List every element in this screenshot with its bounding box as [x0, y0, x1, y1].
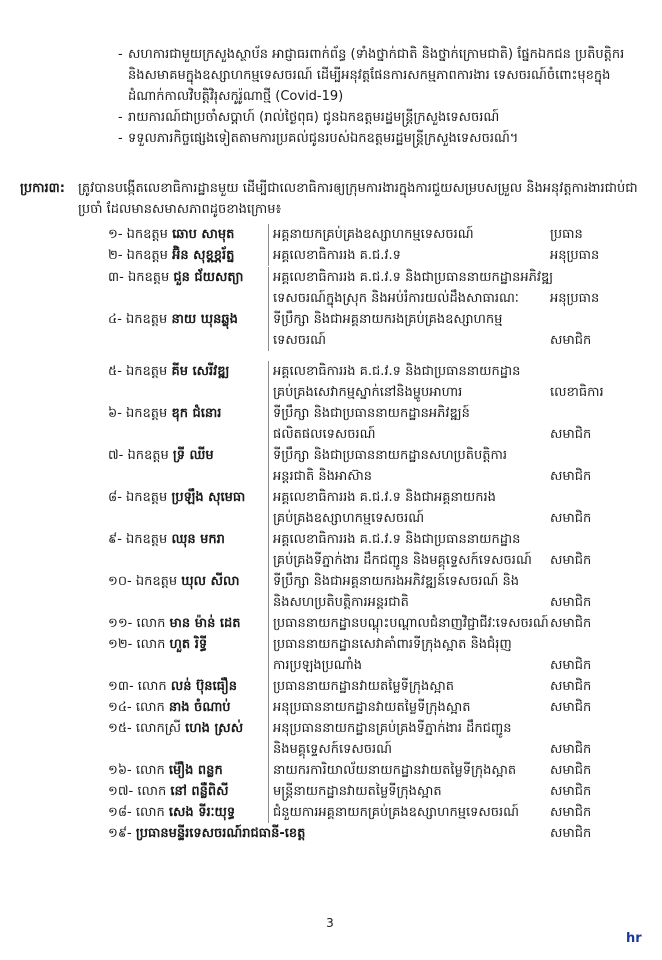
- member-number: ២-: [108, 248, 123, 263]
- member-name: [108, 718, 268, 739]
- member-title: ឯកឧត្តម: [126, 364, 168, 379]
- member-title: ឯកឧត្តម: [127, 448, 169, 463]
- position-line: ការប្រឡងប្រណាំង: [273, 658, 362, 673]
- position-line: អនុប្រធាននាយកដ្ឋានគ្រប់គ្រងទីភ្នាក់ងារ ដឹកជញ្ជូន: [273, 721, 512, 736]
- member-title: ឯកឧត្តម: [127, 270, 170, 285]
- member-position: [268, 361, 553, 403]
- position-line: នាយករការិយាល័យនាយកដ្ឋានវាយតម្លៃទីក្រុងស្អាត: [273, 763, 517, 778]
- member-name: [108, 781, 268, 802]
- member-position: [268, 309, 553, 351]
- position-line: ជំនួយការអគ្គនាយកគ្រប់គ្រងឧស្សាហកម្មទេសចរណ៍: [273, 805, 519, 820]
- member-position: [268, 445, 553, 487]
- member-name: [108, 267, 268, 288]
- member-fullname: អ៊ិន សុខខ្ណ្ណរ័ត្ន: [172, 248, 235, 263]
- member-title: លោក: [135, 763, 165, 778]
- member-fullname: នាង ចំណាប់: [168, 700, 231, 715]
- member-fullname: ម៉ឿង ពន្លក: [168, 763, 223, 778]
- member-fullname: ប្រធានមន្ទីរទេសចរណ៍រាជធានី-ខេត្ត: [135, 826, 306, 841]
- member-fullname: នាយ ឃុនឆ្លុង: [171, 312, 238, 327]
- member-number: ១៣-: [108, 679, 134, 694]
- member-position: [268, 781, 553, 802]
- position-line: អគ្គលេខាធិការរង គ.ជ.វ.ទ និងជាប្រធាននាយកដ្ឋាន: [273, 532, 521, 547]
- member-position: [268, 718, 553, 760]
- member-position: [268, 697, 553, 718]
- member-role: សមាជិក: [550, 805, 592, 820]
- position-line: ទេសចរណ៍ក្នុងស្រុក និងអប់រំការយល់ដឹងសាធារណៈ: [273, 291, 519, 306]
- position-line: ទេសចរណ៍: [273, 333, 327, 348]
- member-fullname: ហួត រិទ្ធី: [169, 637, 208, 652]
- bullet-item: - ទទួលភារកិច្ចផ្សេងទៀតតាមការប្រគល់ជូនរបស់ឯកឧត្តមរដ្ឋមន្ត្រីក្រសួងទេសចរណ៍។: [118, 128, 638, 149]
- bullet-item: - រាយការណ៍ជាប្រចាំសប្តាហ៍ (រាល់ថ្ងៃពុធ) ជូនឯកឧត្តមរដ្ឋមន្ត្រីក្រសួងទេសចរណ៍: [118, 107, 638, 128]
- member-number: ៧-: [108, 448, 124, 463]
- member-role: សមាជិក: [550, 826, 592, 841]
- member-position: [268, 802, 553, 823]
- position-line: ទីប្រឹក្សា និងជាអគ្គនាយករងអភិវឌ្ឍន៍ទេសចរណ៍ និង: [273, 574, 519, 589]
- member-position: [268, 224, 553, 245]
- member-role: សមាជិក: [550, 469, 592, 484]
- member-role: សមាជិក: [550, 700, 592, 715]
- bullet-item: - សហការជាមួយក្រសួងស្ថាប័ន អាជ្ញាធរពាក់ព័ន្ធ (ទាំងថ្នាក់ជាតិ និងថ្នាក់ក្រោមជាតិ) ផ្នែកឯកជន ប្រតិបត្តិករ និងសមាគមក្នុងឧស្សាហកម្មទេសចរណ៍ ដើម្បីអនុវត្តផែនការសកម្មភាពការងារ ទេសចរណ៍ចំពោះមុខក្នុងដំណាក់កាលវិបត្តិវិរុសកូរ៉ូណាថ្មី (Covid-19): [118, 44, 638, 107]
- member-name: [108, 634, 268, 655]
- member-name: [108, 823, 306, 844]
- member-number: ១២-: [108, 637, 133, 652]
- member-number: ៦-: [108, 406, 122, 421]
- member-fullname: ឃុល សីលា: [181, 574, 240, 589]
- member-name: [108, 802, 268, 823]
- member-fullname: មាន ម៉ាន់ ដេត: [169, 616, 241, 631]
- member-title: ឯកឧត្តម: [126, 248, 168, 263]
- position-line: ប្រធាននាយកដ្ឋានសេវាគាំពារទីក្រុងស្អាត និងជំរុញ: [273, 637, 512, 652]
- member-position: [268, 676, 553, 697]
- member-fullname: ទ្រី ឈីម: [172, 448, 214, 463]
- member-role: សមាជិក: [550, 658, 592, 673]
- member-title: ឯកឧត្តម: [126, 312, 168, 327]
- position-line: អនុប្រធាននាយកដ្ឋានវាយតម្លៃទីក្រុងស្អាត: [273, 700, 471, 715]
- member-title: លោក: [136, 616, 166, 631]
- member-name: [108, 613, 268, 634]
- position-line: មន្ត្រីនាយកដ្ឋានវាយតម្លៃទីក្រុងស្អាត: [273, 784, 442, 799]
- member-title: ឯកឧត្តម: [126, 490, 168, 505]
- member-number: ៥-: [108, 364, 122, 379]
- position-line: គ្រប់គ្រងទីភ្នាក់ងារ ដឹកជញ្ជូន និងមគ្គុទ្ទេសក៍ទេសចរណ៍: [273, 553, 532, 568]
- member-position: [268, 403, 553, 445]
- position-line: គ្រប់គ្រងឧស្សាហកម្មទេសចរណ៍: [273, 511, 425, 526]
- member-title: ឯកឧត្តម: [135, 574, 178, 589]
- member-role: សមាជិក: [550, 763, 592, 778]
- member-number: ១៥-: [108, 721, 132, 736]
- position-line: ផលិតផលទេសចរណ៍: [273, 427, 376, 442]
- member-fullname: គីម សេរីវឌ្ឍ: [171, 364, 230, 379]
- member-name: [108, 760, 268, 781]
- member-position: [268, 571, 553, 613]
- position-line: អគ្គលេខាធិការរង គ.ជ.វ.ទ និងជាអគ្គនាយករង: [273, 490, 496, 505]
- member-role: សមាជិក: [550, 511, 592, 526]
- position-line: អគ្គលេខាធិការរង គ.ជ.វ.ទ និងជាប្រធាននាយកដ្ឋាន: [273, 364, 521, 379]
- member-role: សមាជិក: [550, 427, 592, 442]
- member-name: [108, 403, 268, 424]
- member-position: [268, 529, 553, 571]
- member-role: សមាជិក: [550, 742, 592, 757]
- article-label: ប្រការ៣:: [20, 181, 65, 196]
- member-name: [108, 487, 268, 508]
- member-title: លោក: [135, 805, 165, 820]
- member-number: ១៨-: [108, 805, 132, 820]
- member-number: ១៧-: [108, 784, 134, 799]
- page-number: 3: [326, 916, 334, 930]
- member-fullname: ឌុក ជំនោរ: [171, 406, 222, 421]
- member-number: ៩-: [108, 532, 122, 547]
- bullet-list: [118, 44, 638, 149]
- member-name: [108, 445, 268, 466]
- member-title: ឯកឧត្តម: [126, 227, 168, 242]
- member-role: សមាជិក: [550, 679, 592, 694]
- member-position: [268, 760, 553, 781]
- position-line: ទីប្រឹក្សា និងជាអគ្គនាយករងគ្រប់គ្រងឧស្សាហកម្ម: [273, 312, 503, 327]
- member-name: [108, 309, 268, 330]
- member-role: អនុប្រធាន: [550, 248, 600, 263]
- article-text: ត្រូវបានបង្កើតលេខាធិការដ្ឋានមួយ ដើម្បីជាលេខាធិការឲ្យក្រុមការងារក្នុងការជួយសម្របសម្រួល និងអនុវត្តការងារជាប់ជាប្រចាំ ដែលមានសមាសភាពដូចខាងក្រោម៖: [78, 181, 638, 217]
- member-position: [268, 245, 553, 266]
- member-name: [108, 529, 268, 550]
- position-line: ទីប្រឹក្សា និងជាប្រធាននាយកដ្ឋានសហប្រតិបត្តិការ: [273, 448, 507, 463]
- member-role: សមាជិក: [550, 595, 592, 610]
- member-number: ១-: [108, 227, 123, 242]
- member-title: លោក: [137, 679, 167, 694]
- position-line: អគ្គនាយកគ្រប់គ្រងឧស្សាហកម្មទេសចរណ៍: [273, 227, 474, 242]
- member-number: ១១-: [108, 616, 133, 631]
- position-line: អគ្គលេខាធិការរង គ.ជ.វ.ទ និងជាប្រធាននាយកដ្ឋានអភិវឌ្ឍ: [273, 270, 554, 285]
- member-name: [108, 361, 268, 382]
- member-fullname: ហេង ស្រស់: [185, 721, 244, 736]
- member-name: [108, 697, 268, 718]
- member-fullname: ជួន ជ័យសត្យា: [173, 270, 244, 285]
- position-line: ប្រធាននាយកដ្ឋានវាយតម្លៃទីក្រុងស្អាត: [273, 679, 455, 694]
- member-fullname: ឆោប សាមុត: [172, 227, 235, 242]
- member-number: ១០-: [108, 574, 132, 589]
- position-line: អគ្គលេខាធិការរង គ.ជ.វ.ទ: [273, 248, 401, 263]
- member-name: [108, 224, 268, 245]
- member-number: ៣-: [108, 270, 124, 285]
- member-position: [268, 634, 553, 676]
- position-line: គ្រប់គ្រងសេវាកម្មស្នាក់នៅនិងម្ហូបអាហារ: [273, 385, 463, 400]
- position-line: ប្រធាននាយកដ្ឋានបណ្តុះបណ្តាលជំនាញវិជ្ជាជីវៈទេសចរណ៍: [273, 616, 549, 631]
- member-role: អនុប្រធាន: [550, 291, 600, 306]
- position-line: អន្តរជាតិ និងអាស៊ាន: [273, 469, 373, 484]
- member-position: [268, 267, 553, 309]
- member-title: ឯកឧត្តម: [126, 532, 168, 547]
- position-line: និងសហប្រតិបត្តិការអន្តរជាតិ: [273, 595, 409, 610]
- member-fullname: នៅ ពន្លឺពិសី: [170, 784, 229, 799]
- member-role: សមាជិក: [550, 553, 592, 568]
- member-position: [268, 487, 553, 529]
- member-number: ១៩-: [108, 826, 132, 841]
- member-number: ៨-: [108, 490, 122, 505]
- member-title: លោក: [136, 637, 166, 652]
- article-3: [20, 178, 640, 220]
- member-fullname: សេង ទីរៈយុទ្ធ: [168, 805, 236, 820]
- position-line: និងមគ្គុទ្ទេសក៍ទេសចរណ៍: [273, 742, 393, 757]
- member-title: លោក: [135, 700, 165, 715]
- corner-mark: hr: [626, 931, 642, 946]
- member-title: ឯកឧត្តម: [126, 406, 168, 421]
- member-position: [268, 613, 553, 634]
- member-number: ៤-: [108, 312, 122, 327]
- member-name: [108, 676, 268, 697]
- member-title: លោក: [137, 784, 167, 799]
- member-title: លោកស្រី: [135, 721, 182, 736]
- position-line: ទីប្រឹក្សា និងជាប្រធាននាយកដ្ឋានអភិវឌ្ឍន៍: [273, 406, 470, 421]
- member-number: ១៤-: [108, 700, 132, 715]
- member-fullname: ឈុន មករា: [171, 532, 225, 547]
- member-number: ១៦-: [108, 763, 132, 778]
- member-fullname: លន់ ប៊ុនធឿន: [170, 679, 237, 694]
- member-fullname: ប្រឡឹង សុមេធា: [171, 490, 246, 505]
- member-role: ប្រធាន: [550, 227, 583, 242]
- member-name: [108, 245, 268, 266]
- member-role: សមាជិក: [550, 333, 592, 348]
- member-role: សមាជិក: [550, 616, 592, 631]
- member-role: លេខាធិការ: [550, 385, 604, 400]
- member-role: សមាជិក: [550, 784, 592, 799]
- member-name: [108, 571, 268, 592]
